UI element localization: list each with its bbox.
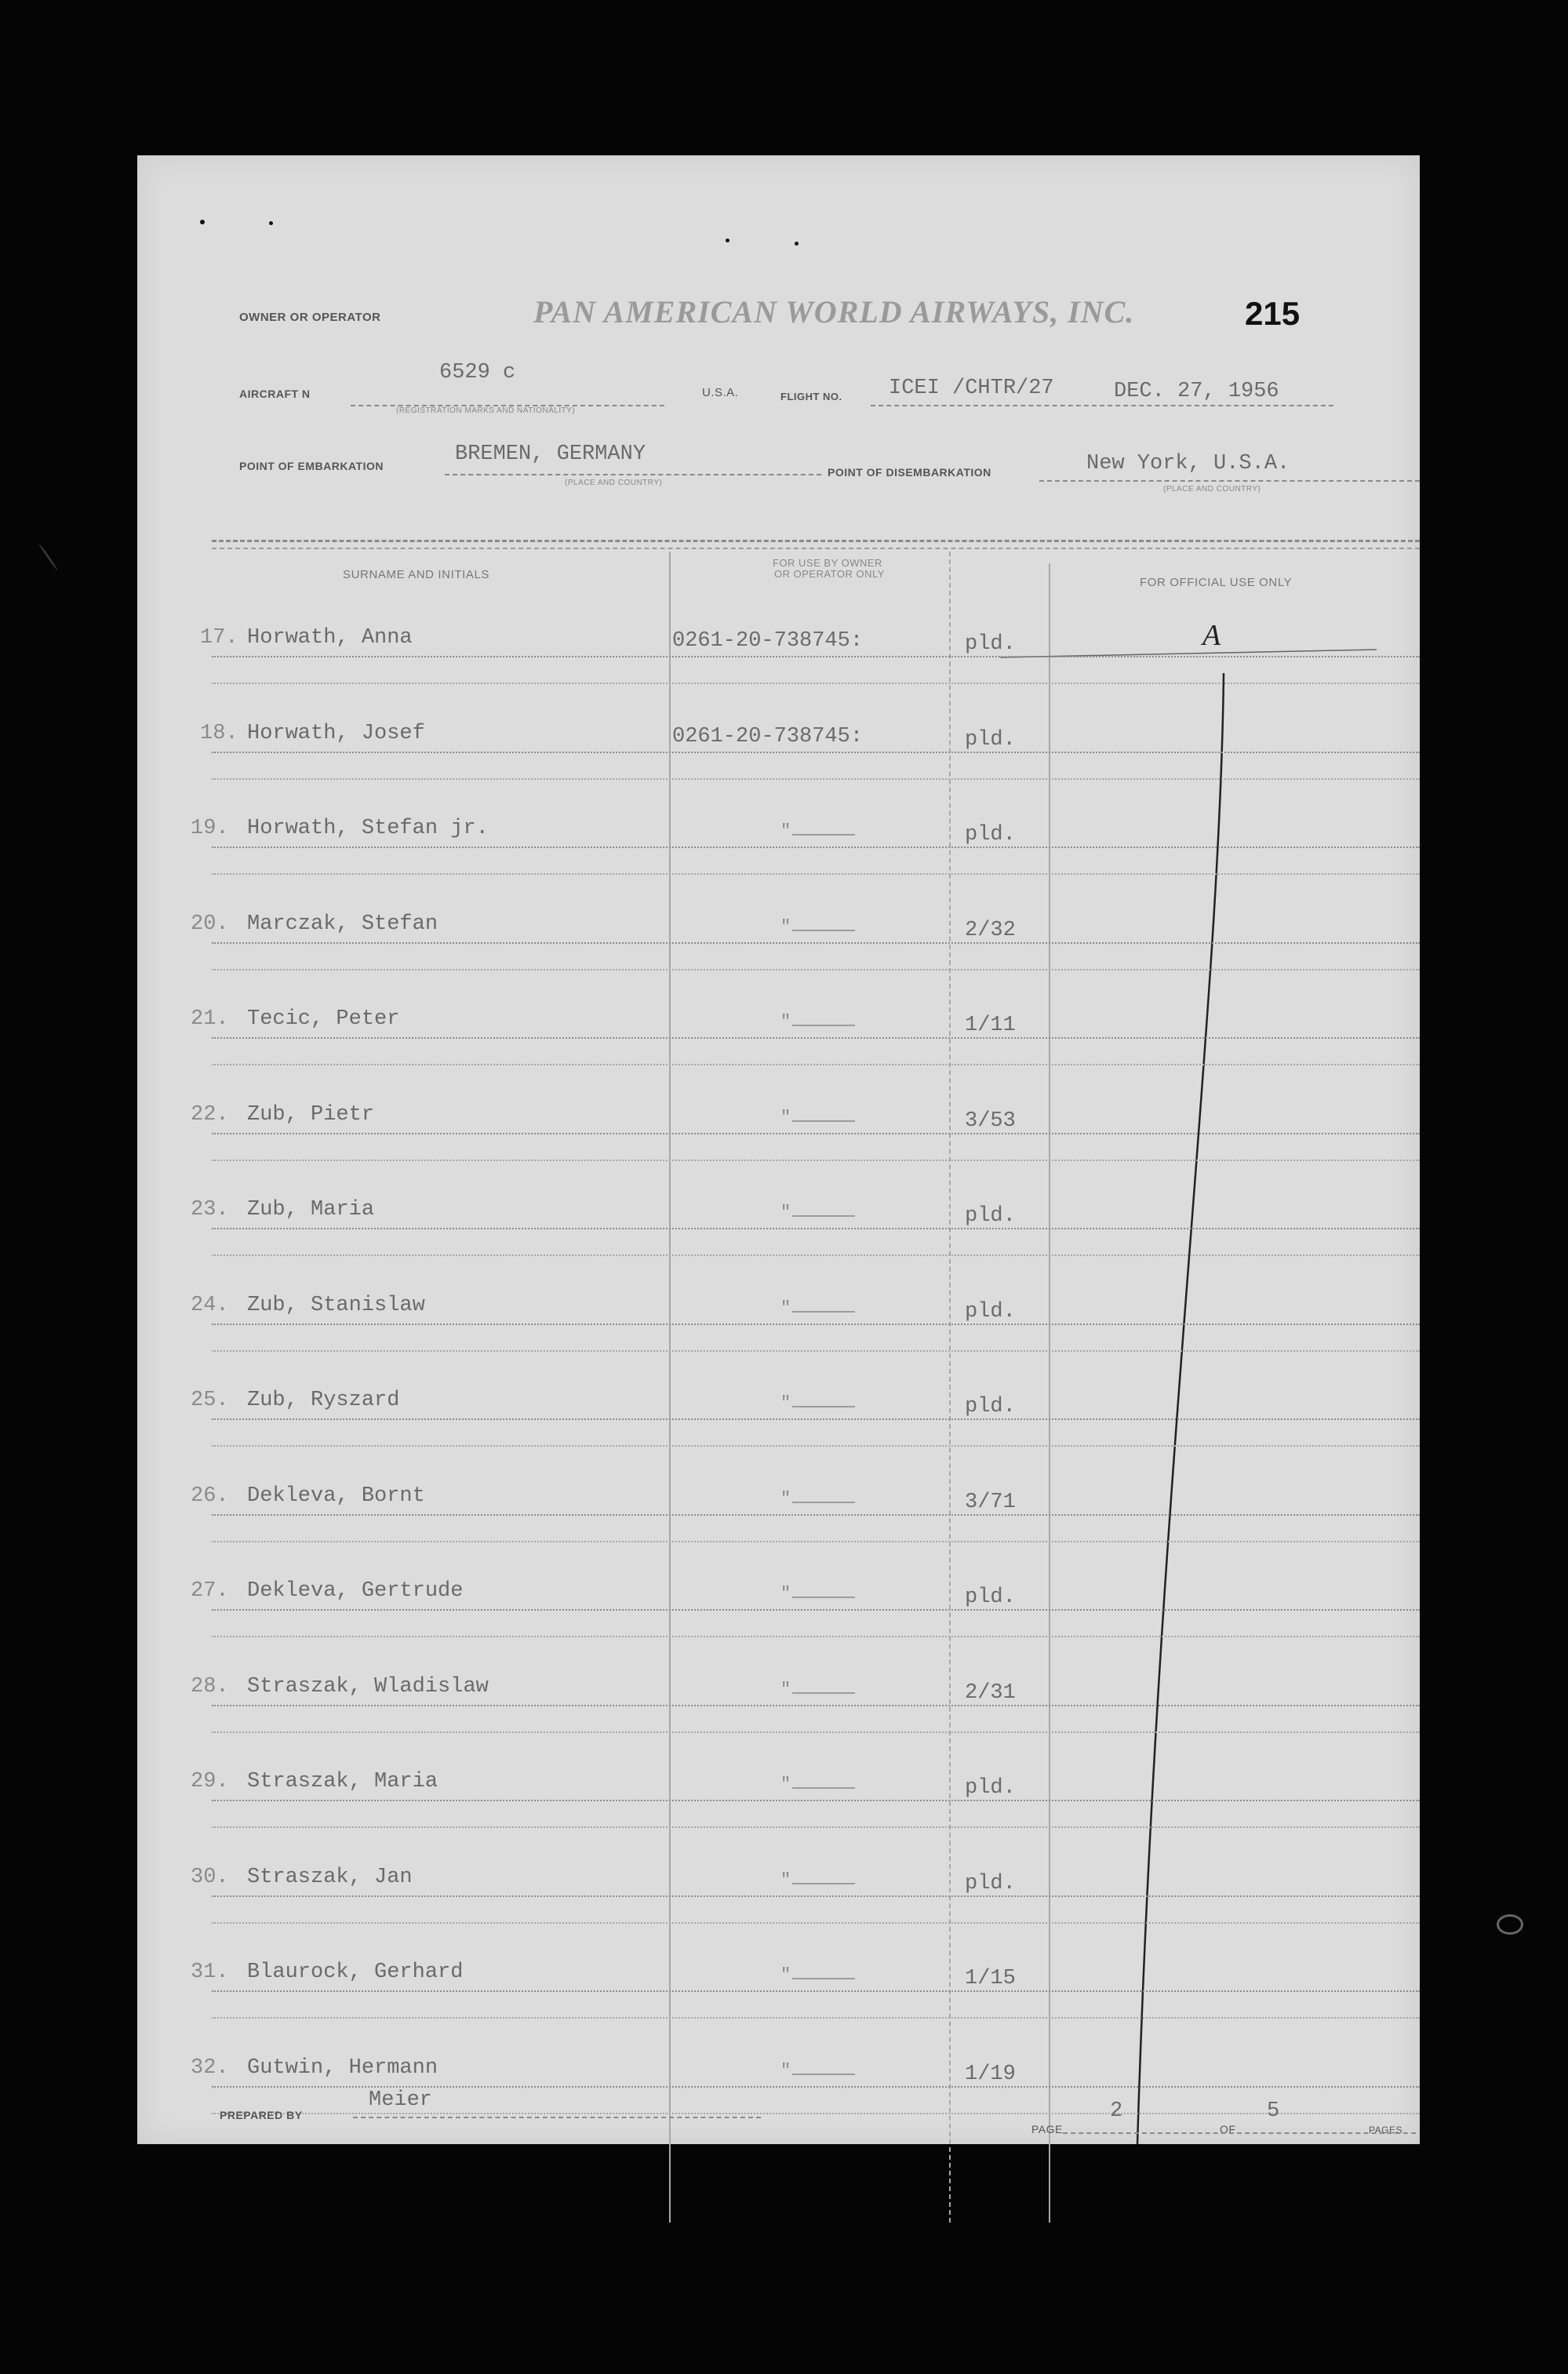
row-divider (212, 1514, 1420, 1516)
row-divider (212, 752, 1420, 753)
status-code: pld. (965, 727, 1016, 752)
status-code: 1/15 (965, 1967, 1016, 1990)
of-label: OF (1220, 2123, 1236, 2136)
aircraft-sublabel: (REGISTRATION MARKS AND NATIONALITY) (396, 406, 576, 415)
ditto-dash (792, 1597, 855, 1598)
row-divider (212, 969, 1420, 970)
row-number: 25. (191, 1389, 229, 1412)
column-header-owner-1: FOR USE BY OWNER (773, 557, 882, 569)
column-header-name: SURNAME AND INITIALS (343, 568, 490, 581)
column-header-owner-2: OR OPERATOR ONLY (774, 568, 885, 580)
embarkation-label: POINT OF EMBARKATION (239, 460, 384, 472)
owner-reference: " (780, 1965, 791, 1985)
row-divider (212, 1895, 1420, 1897)
ditto-dash (792, 1406, 855, 1407)
owner-reference: " (780, 1012, 791, 1032)
status-code: 3/71 (965, 1490, 1016, 1514)
manifest-page (137, 155, 1420, 2144)
film-speck (38, 544, 58, 570)
owner-reference: 0261-20-738745: (672, 724, 864, 748)
ditto-dash (792, 1025, 855, 1026)
embarkation-sublabel: (PLACE AND COUNTRY) (565, 479, 663, 487)
status-code: pld. (965, 1776, 1016, 1800)
owner-reference: " (780, 1298, 791, 1318)
row-number: 31. (191, 1961, 229, 1984)
passenger-name: Zub, Stanislaw (247, 1293, 425, 1317)
prepared-by-value: Meier (369, 2088, 433, 2112)
ditto-dash (792, 930, 855, 931)
status-code: pld. (965, 632, 1016, 656)
ditto-dash (792, 1692, 855, 1694)
row-number: 22. (191, 1102, 229, 1127)
passenger-name: Horwath, Anna (247, 626, 413, 650)
row-divider (212, 1228, 1420, 1229)
passenger-name: Marczak, Stefan (247, 912, 438, 936)
passenger-name: Dekleva, Bornt (247, 1484, 425, 1508)
row-divider (212, 2113, 1420, 2114)
owner-label: OWNER OR OPERATOR (239, 311, 381, 324)
status-code: pld. (965, 823, 1016, 847)
passenger-name: Horwath, Stefan jr. (247, 817, 489, 840)
status-code: pld. (965, 1395, 1016, 1418)
ditto-dash (792, 1978, 855, 1979)
owner-reference: " (780, 1488, 791, 1509)
row-divider (212, 1254, 1420, 1256)
row-divider (212, 1064, 1420, 1065)
disembarkation-sublabel: (PLACE AND COUNTRY) (1163, 485, 1261, 493)
row-divider (212, 1445, 1420, 1447)
owner-reference: " (780, 1203, 791, 1222)
row-number: 28. (191, 1674, 229, 1699)
row-number: 17. (200, 626, 238, 650)
row-divider (212, 1826, 1420, 1828)
owner-reference: 0261-20-738745: (672, 629, 864, 653)
row-divider (212, 1990, 1420, 1992)
ditto-dash (792, 834, 855, 836)
owner-reference: " (780, 1393, 791, 1413)
flight-number: ICEI /CHTR/27 (889, 377, 1054, 400)
row-number: 21. (191, 1007, 229, 1031)
row-divider (212, 942, 1420, 944)
row-divider (212, 656, 1420, 657)
status-code: pld. (965, 1299, 1016, 1324)
passenger-name: Tecic, Peter (247, 1007, 400, 1031)
ditto-dash (792, 1120, 855, 1122)
row-divider (212, 1705, 1420, 1706)
owner-reference: " (780, 2060, 791, 2081)
row-divider (212, 873, 1420, 875)
official-handwritten-mark: A (1202, 619, 1221, 652)
status-code: 1/11 (965, 1014, 1016, 1037)
row-divider (212, 683, 1420, 684)
row-number: 32. (191, 2055, 229, 2080)
page-value: 2 (1110, 2099, 1123, 2123)
of-value: 5 (1267, 2099, 1280, 2123)
disembarkation-value: New York, U.S.A. (1086, 452, 1290, 475)
row-divider (212, 778, 1420, 780)
aircraft-label: AIRCRAFT N (239, 388, 311, 400)
row-divider (212, 1800, 1420, 1801)
row-divider (212, 1609, 1420, 1611)
ditto-dash (792, 1883, 855, 1884)
row-divider (212, 1731, 1420, 1733)
ditto-dash (792, 1502, 855, 1503)
column-header-official: FOR OFFICIAL USE ONLY (1140, 576, 1293, 589)
status-code: 2/31 (965, 1680, 1016, 1705)
row-number: 26. (191, 1484, 229, 1508)
status-code: 3/53 (965, 1109, 1016, 1133)
row-number: 18. (200, 721, 238, 745)
row-divider (212, 847, 1420, 848)
aircraft-value: 6529 c (439, 361, 516, 384)
owner-reference: " (780, 916, 791, 937)
flight-label: FLIGHT NO. (780, 391, 842, 402)
row-divider (212, 1160, 1420, 1161)
owner-reference: " (780, 1584, 791, 1604)
passenger-name: Straszak, Wladislaw (247, 1674, 489, 1699)
film-speck (1497, 1914, 1523, 1935)
passenger-name: Straszak, Jan (247, 1865, 413, 1889)
passenger-name: Blaurock, Gerhard (247, 1961, 464, 1984)
pages-label: PAGES (1369, 2125, 1402, 2136)
row-number: 30. (191, 1865, 229, 1889)
row-number: 23. (191, 1198, 229, 1222)
row-divider (212, 1922, 1420, 1924)
usa-label: U.S.A. (702, 386, 739, 399)
status-code: pld. (965, 1871, 1016, 1895)
passenger-name: Zub, Pietr (247, 1102, 375, 1127)
status-code: 1/19 (965, 2062, 1016, 2086)
status-code: pld. (965, 1204, 1016, 1228)
owner-reference: " (780, 1679, 791, 1699)
row-divider (212, 1037, 1420, 1039)
ditto-dash (792, 1215, 855, 1217)
status-code: pld. (965, 1586, 1016, 1609)
row-number: 27. (191, 1579, 229, 1603)
owner-reference: " (780, 821, 791, 841)
embarkation-value: BREMEN, GERMANY (455, 442, 646, 466)
row-divider (212, 2086, 1420, 2088)
row-divider (212, 1636, 1420, 1637)
airline-logo-text: PAN AMERICAN WORLD AIRWAYS, INC. (533, 294, 1135, 330)
ditto-dash (792, 2074, 855, 2075)
page-label: PAGE (1031, 2123, 1063, 2136)
owner-reference: " (780, 1107, 791, 1127)
row-divider (212, 2017, 1420, 2019)
prepared-by-label: PREPARED BY (220, 2109, 303, 2121)
row-divider (212, 1418, 1420, 1420)
passenger-name: Straszak, Maria (247, 1770, 438, 1793)
disembarkation-label: POINT OF DISEMBARKATION (828, 466, 991, 479)
row-divider (212, 1350, 1420, 1352)
page-stamp: 215 (1245, 295, 1301, 332)
row-divider (212, 1133, 1420, 1134)
official-pencil-line (137, 155, 1420, 2144)
ditto-dash (792, 1787, 855, 1789)
status-code: 2/32 (965, 918, 1016, 942)
owner-reference: " (780, 1870, 791, 1890)
passenger-name: Dekleva, Gertrude (247, 1579, 464, 1603)
row-number: 24. (191, 1293, 229, 1317)
owner-reference: " (780, 1775, 791, 1794)
passenger-name: Horwath, Josef (247, 721, 425, 745)
row-divider (212, 1324, 1420, 1325)
flight-date: DEC. 27, 1956 (1114, 380, 1279, 403)
passenger-name: Zub, Maria (247, 1198, 375, 1222)
row-divider (212, 1541, 1420, 1542)
passenger-name: Zub, Ryszard (247, 1389, 400, 1412)
passenger-name: Gutwin, Hermann (247, 2055, 438, 2080)
row-number: 20. (191, 912, 229, 936)
row-number: 19. (191, 817, 229, 840)
ditto-dash (792, 1311, 855, 1313)
row-number: 29. (191, 1770, 229, 1793)
